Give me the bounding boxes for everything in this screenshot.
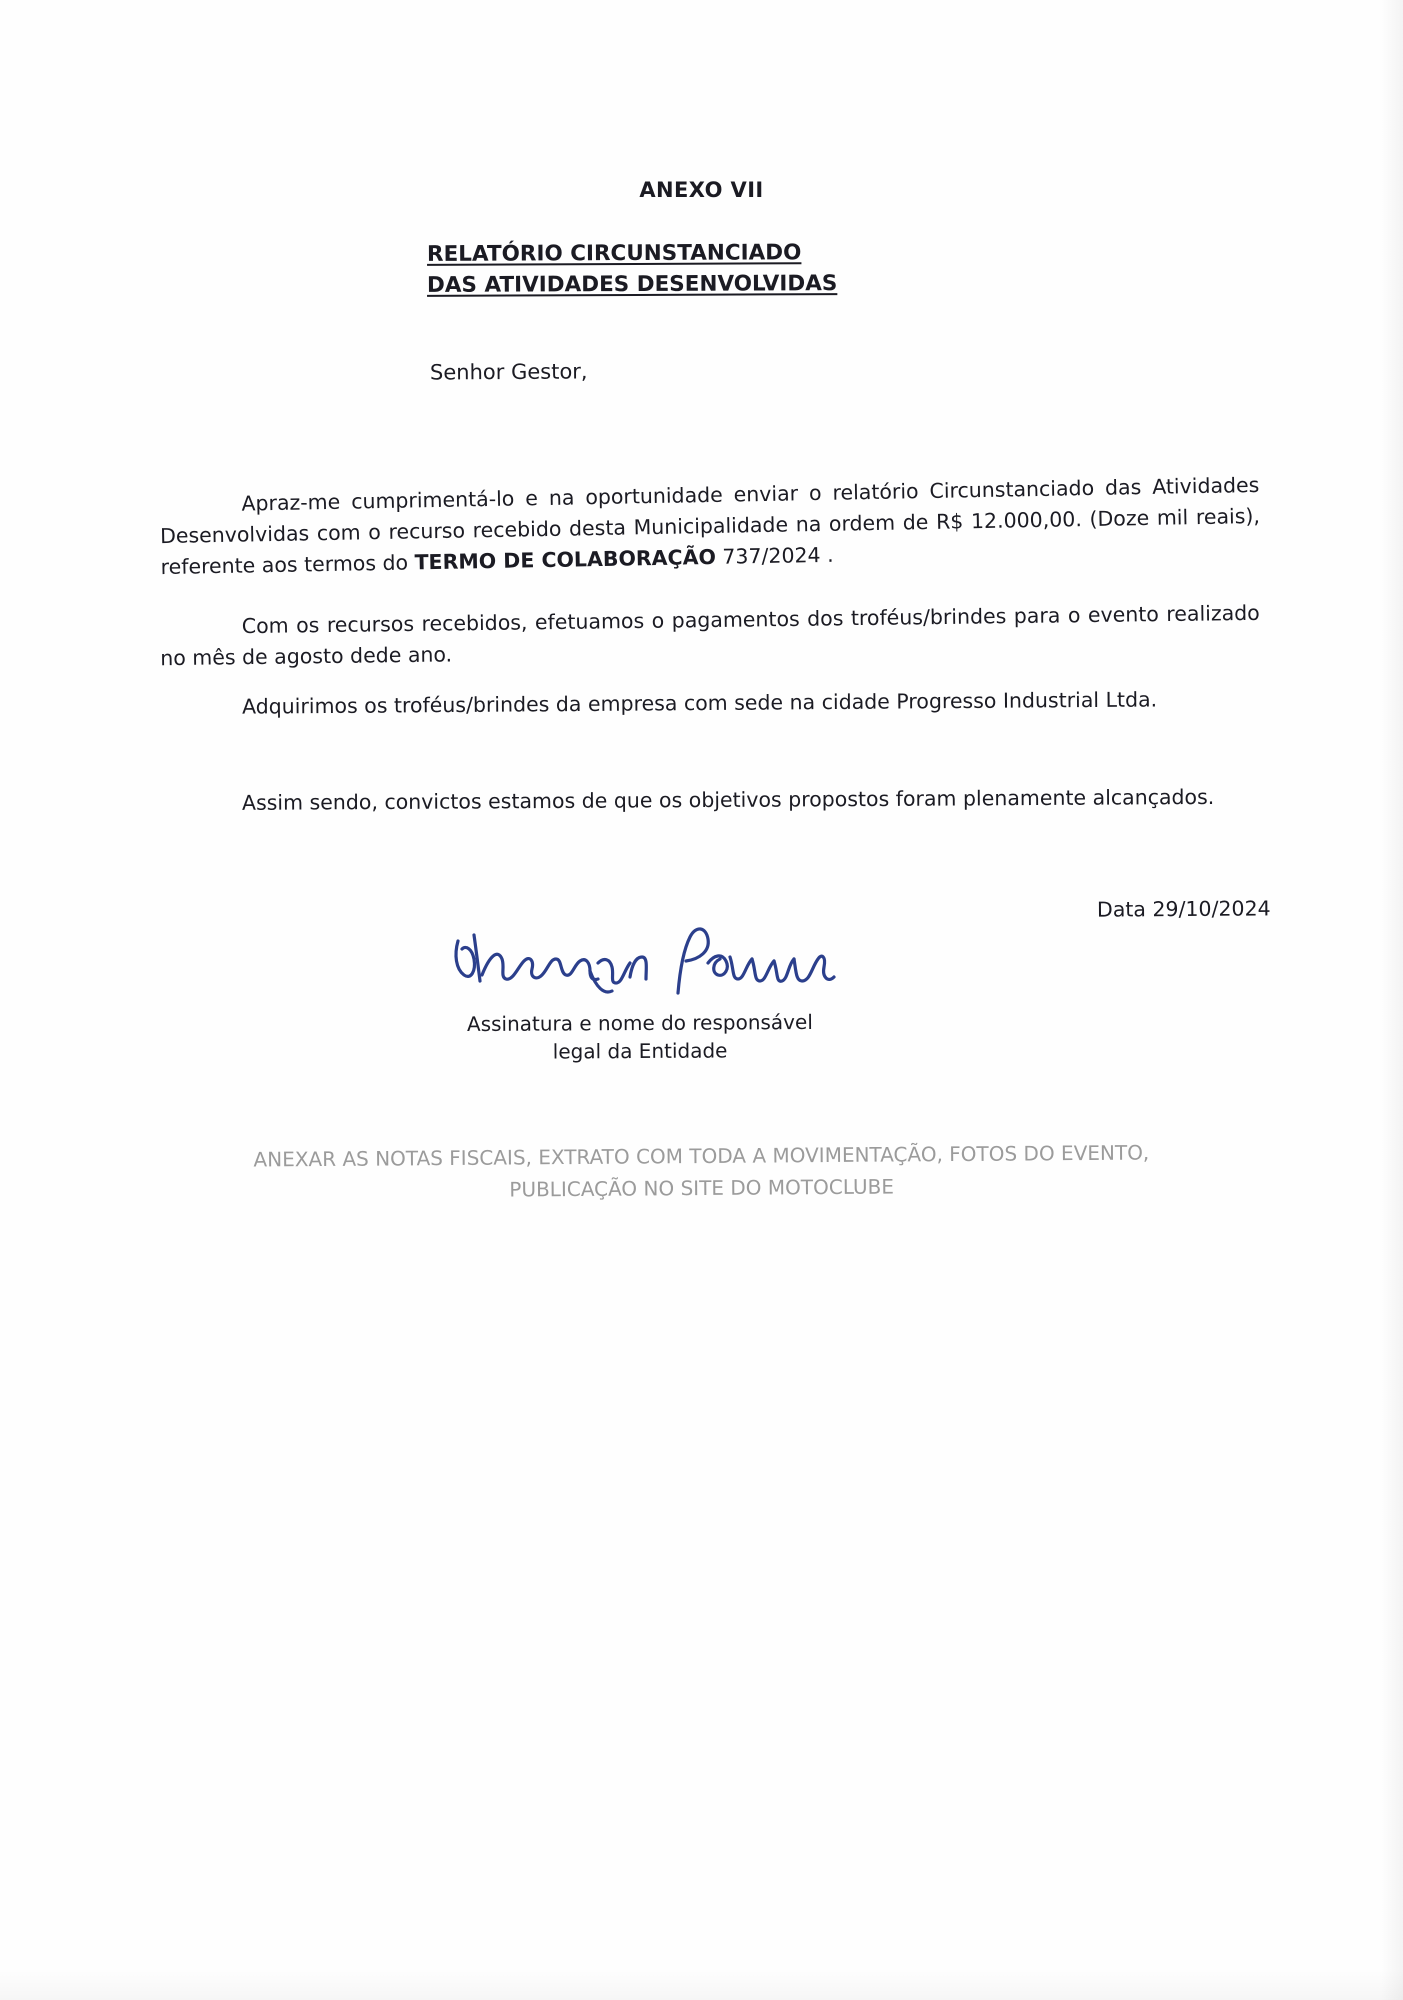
report-title-line-1: RELATÓRIO CIRCUNSTANCIADO [426, 240, 802, 267]
scan-edge-shadow-right [1381, 0, 1403, 2000]
paragraph-4-indent [160, 810, 242, 811]
signature-caption [400, 1008, 880, 1067]
paragraph-1-indent [160, 511, 242, 513]
paragraph-4-text: Assim sendo, convictos estamos de que os objetivos propostos foram plenamente alcançados. [241, 784, 1215, 815]
paragraph-2-text: Com os recursos recebidos, efetuamos o pagamentos dos troféus/brindes para o evento realizado no mês de agosto dede ano. [160, 600, 1260, 671]
handwritten-signature-icon [440, 905, 840, 1015]
paragraph-1-text-part-2: 737/2024 . [715, 542, 834, 569]
report-title [427, 238, 837, 300]
footer-note-line-2: PUBLICAÇÃO NO SITE DO MOTOCLUBE [509, 1174, 895, 1202]
paragraph-3-indent [160, 714, 242, 715]
footer-note [0, 1134, 1403, 1209]
signature-caption-line-1: Assinatura e nome do responsável [466, 1009, 813, 1037]
signature-block [400, 905, 880, 1065]
scan-edge-shadow-bottom [0, 1970, 1403, 2000]
paragraph-1 [159, 470, 1261, 583]
salutation: Senhor Gestor, [429, 359, 588, 385]
paragraph-2-indent [160, 633, 242, 634]
paragraph-1-bold-term: TERMO DE COLABORAÇÃO [414, 544, 717, 575]
paragraph-3 [160, 684, 1255, 724]
footer-note-line-1: ANEXAR AS NOTAS FISCAIS, EXTRATO COM TODA A MOVIMENTAÇÃO, FOTOS DO EVENTO, [253, 1140, 1150, 1172]
paragraph-4 [160, 782, 1255, 820]
date-label: Data 29/10/2024 [1097, 896, 1272, 922]
paragraph-2 [160, 598, 1261, 674]
signature-caption-line-2: legal da Entidade [552, 1038, 728, 1064]
paragraph-3-text: Adquirimos os troféus/brindes da empresa com sede na cidade Progresso Industrial Ltda. [241, 687, 1158, 719]
anexo-label: ANEXO VII [639, 178, 764, 202]
report-title-line-2: DAS ATIVIDADES DESENVOLVIDAS [426, 271, 838, 298]
paragraph-1-text-part-1: Apraz-me cumprimentá-lo e na oportunidade enviar o relatório Circunstanciado das Atividades Desenvolvidas com o recurso recebido desta Municipalidade na ordem de R$ 12.000,00. (Doze mil reais), referente aos termos do [159, 472, 1261, 580]
